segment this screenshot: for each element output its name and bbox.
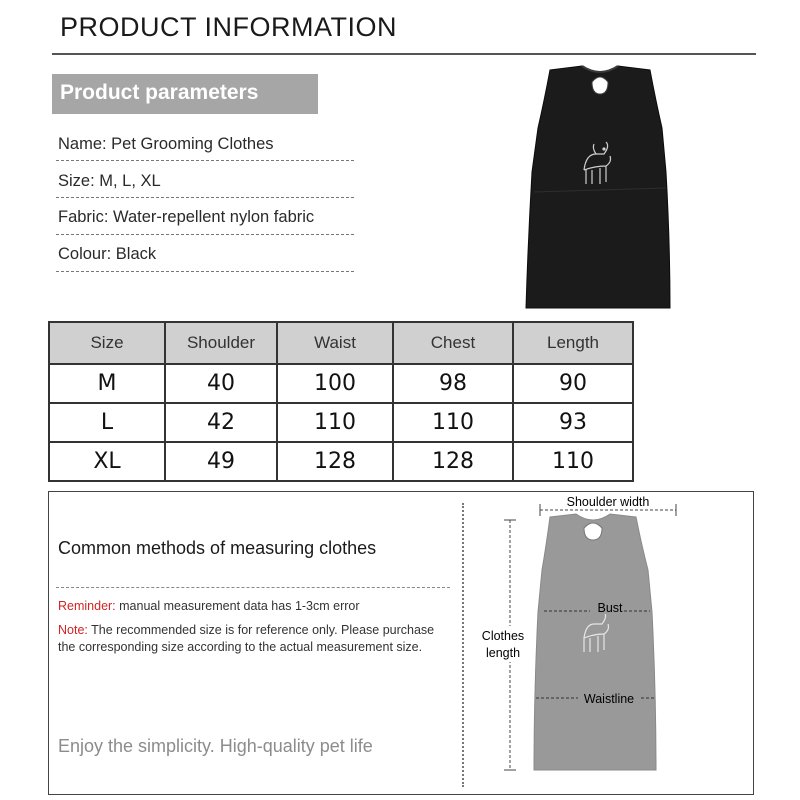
clothes-length-label-2: length — [485, 646, 521, 660]
clothes-length-label: Clothes — [481, 629, 525, 643]
bust-label: Bust — [597, 601, 623, 615]
table-row — [49, 403, 633, 442]
table-cell: 42 — [165, 403, 277, 442]
note-label: Note: — [58, 623, 88, 637]
table-cell: XL — [49, 442, 165, 481]
table-cell: M — [49, 364, 165, 403]
measurement-diagram — [470, 492, 700, 792]
table-header-row — [49, 322, 633, 364]
table-cell: 93 — [513, 403, 633, 442]
reminder-label: Reminder: — [58, 599, 116, 613]
param-size: Size: M, L, XL — [58, 172, 161, 190]
table-cell: L — [49, 403, 165, 442]
param-colour: Colour: Black — [58, 245, 157, 263]
table-cell: 110 — [513, 442, 633, 481]
grooming-clothes-image — [520, 62, 680, 314]
tagline: Enjoy the simplicity. High-quality pet life — [58, 736, 373, 756]
table-row — [49, 442, 633, 481]
reminder-text — [58, 598, 438, 615]
diagram-keyhole — [584, 523, 602, 540]
shoulder-width-label: Shoulder width — [566, 495, 650, 509]
section-divider — [462, 503, 464, 787]
col-header-size: Size — [49, 322, 165, 364]
parameters-heading: Product parameters — [60, 81, 259, 104]
keyhole-opening — [592, 77, 608, 94]
table-cell: 110 — [393, 403, 513, 442]
param-name: Name: Pet Grooming Clothes — [58, 135, 274, 153]
table-row — [49, 364, 633, 403]
measuring-heading: Common methods of measuring clothes — [58, 538, 377, 558]
col-header-chest: Chest — [393, 322, 513, 364]
diagram-garment — [534, 514, 656, 770]
param-divider — [56, 197, 354, 198]
param-divider — [56, 160, 354, 161]
col-header-waist: Waist — [277, 322, 393, 364]
col-header-length: Length — [513, 322, 633, 364]
note-body: The recommended size is for reference only. Please purchase the corresponding size according to the actual measurement size. — [58, 623, 435, 654]
table-cell: 128 — [277, 442, 393, 481]
size-table — [48, 321, 634, 482]
param-divider — [56, 234, 354, 235]
table-cell: 98 — [393, 364, 513, 403]
garment-body — [526, 66, 670, 308]
reminder-body: manual measurement data has 1-3cm error — [115, 599, 360, 613]
param-divider — [56, 271, 354, 272]
note-text — [58, 622, 438, 656]
page-title: PRODUCT INFORMATION — [60, 12, 397, 42]
table-cell: 110 — [277, 403, 393, 442]
table-cell: 49 — [165, 442, 277, 481]
waistline-label: Waistline — [583, 692, 635, 706]
heading-underline — [56, 587, 450, 588]
table-cell: 40 — [165, 364, 277, 403]
param-fabric: Fabric: Water-repellent nylon fabric — [58, 208, 315, 226]
col-header-shoulder: Shoulder — [165, 322, 277, 364]
title-divider — [52, 53, 756, 55]
table-cell: 128 — [393, 442, 513, 481]
table-cell: 100 — [277, 364, 393, 403]
table-cell: 90 — [513, 364, 633, 403]
